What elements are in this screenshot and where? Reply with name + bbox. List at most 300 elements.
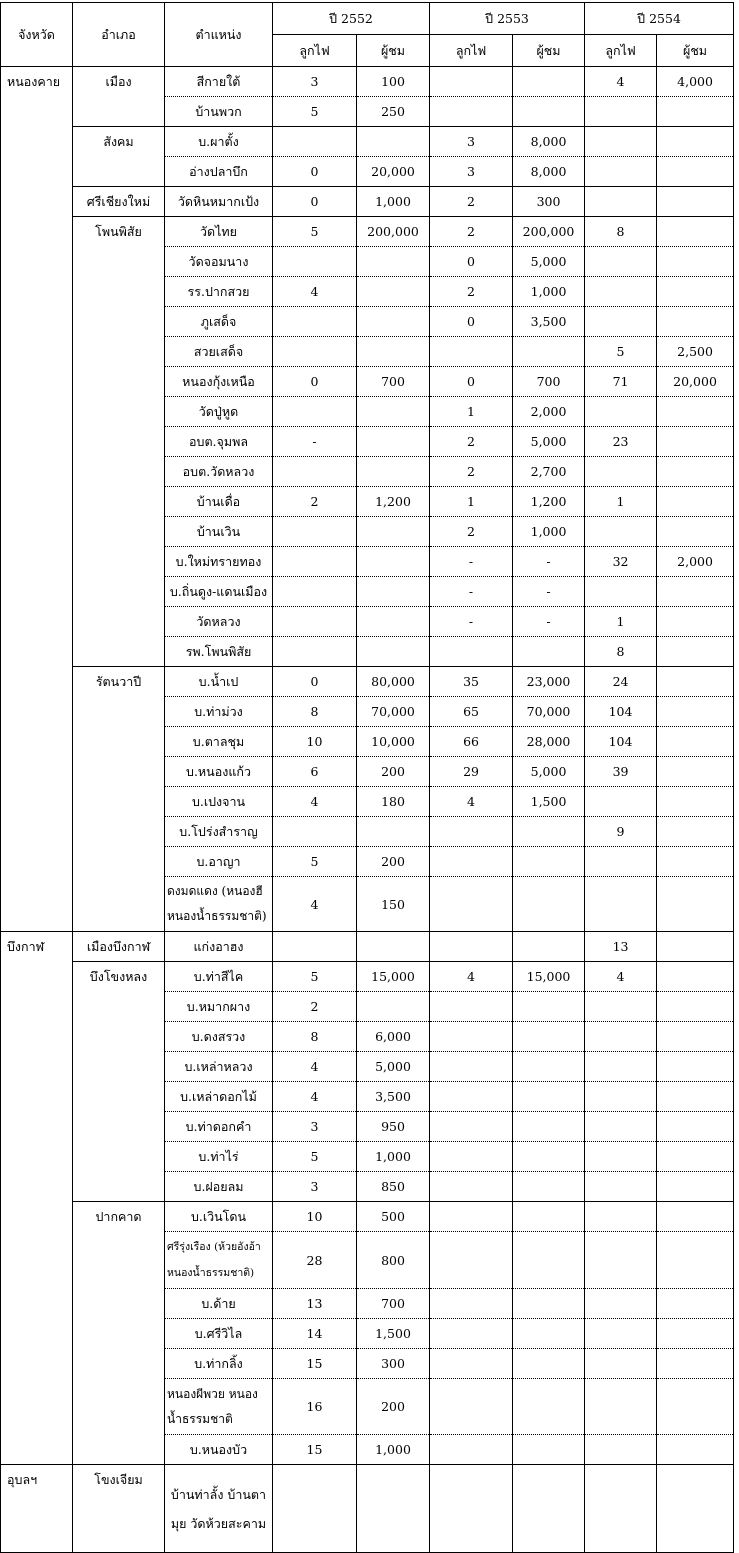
location-cell: บ.หนองแก้ว	[165, 757, 273, 787]
fireballs-2553-cell	[430, 932, 513, 962]
viewers-2553-cell	[513, 637, 585, 667]
fireballs-2554-cell	[585, 1082, 657, 1112]
viewers-2553-cell	[513, 337, 585, 367]
fireballs-2554-cell	[585, 1379, 657, 1435]
location-cell: บ.อาญา	[165, 847, 273, 877]
location-cell: วัดปู่หูด	[165, 397, 273, 427]
fireballs-2552-cell	[273, 457, 357, 487]
province-cell: อุบลฯ	[1, 1465, 73, 1553]
fireballs-2552-cell: -	[273, 427, 357, 457]
viewers-2553-cell: 5,000	[513, 757, 585, 787]
viewers-2553-cell	[513, 1172, 585, 1202]
fireballs-2552-cell: 4	[273, 877, 357, 932]
fireballs-2553-cell	[430, 1379, 513, 1435]
viewers-2552-cell: 200	[357, 847, 430, 877]
district-cell: โพนพิสัย	[73, 217, 165, 667]
fireballs-2554-cell	[585, 1349, 657, 1379]
viewers-2552-cell	[357, 517, 430, 547]
viewers-2553-cell: 1,000	[513, 517, 585, 547]
location-cell: บ.เหล่าดอกไม้	[165, 1082, 273, 1112]
viewers-2552-cell: 700	[357, 367, 430, 397]
viewers-2554-cell	[657, 1232, 734, 1289]
table-row	[1, 1465, 734, 1553]
fireballs-2553-cell	[430, 1142, 513, 1172]
fireballs-2553-cell	[430, 67, 513, 97]
viewers-2553-cell: 2,700	[513, 457, 585, 487]
fireballs-2553-cell	[430, 847, 513, 877]
fireballs-2552-cell	[273, 577, 357, 607]
fireballs-2554-cell	[585, 1172, 657, 1202]
viewers-2554-cell	[657, 1379, 734, 1435]
viewers-2552-cell: 100	[357, 67, 430, 97]
fireballs-2552-cell: 0	[273, 667, 357, 697]
header-province: จังหวัด	[1, 3, 73, 67]
location-cell: อบต.วัดหลวง	[165, 457, 273, 487]
viewers-2554-cell	[657, 1142, 734, 1172]
fireballs-2553-cell: 66	[430, 727, 513, 757]
location-cell: บ.ศรีวิไล	[165, 1319, 273, 1349]
fireballs-2554-cell: 4	[585, 962, 657, 992]
fireballs-2554-cell	[585, 847, 657, 877]
fireballs-2552-cell: 15	[273, 1435, 357, 1465]
viewers-2554-cell	[657, 637, 734, 667]
viewers-2552-cell: 80,000	[357, 667, 430, 697]
fireballs-2554-cell	[585, 127, 657, 157]
fireballs-2553-cell: 65	[430, 697, 513, 727]
viewers-2553-cell	[513, 1289, 585, 1319]
fireballs-2552-cell: 3	[273, 1112, 357, 1142]
fireballs-2553-cell	[430, 1202, 513, 1232]
fireballs-2554-cell: 32	[585, 547, 657, 577]
viewers-2554-cell	[657, 697, 734, 727]
location-cell: อบต.จุมพล	[165, 427, 273, 457]
province-cell: บึงกาฬ	[1, 932, 73, 1465]
fireballs-2553-cell	[430, 337, 513, 367]
viewers-2553-cell: 8,000	[513, 127, 585, 157]
viewers-2554-cell: 4,000	[657, 67, 734, 97]
fireballs-2552-cell	[273, 817, 357, 847]
fireballs-2553-cell	[430, 1112, 513, 1142]
fireballs-2552-cell	[273, 337, 357, 367]
fireballs-2553-cell: -	[430, 547, 513, 577]
viewers-2554-cell	[657, 1022, 734, 1052]
location-cell: บ.ท่าม่วง	[165, 697, 273, 727]
viewers-2553-cell	[513, 1232, 585, 1289]
fireballs-2554-cell	[585, 787, 657, 817]
table-row	[1, 962, 734, 992]
viewers-2553-cell	[513, 1082, 585, 1112]
location-cell: บ.หมากผาง	[165, 992, 273, 1022]
fireballs-2554-cell: 71	[585, 367, 657, 397]
viewers-2552-cell: 1,000	[357, 187, 430, 217]
location-cell: บ้านพวก	[165, 97, 273, 127]
viewers-2553-cell	[513, 1202, 585, 1232]
viewers-2554-cell	[657, 577, 734, 607]
fireballs-2552-cell	[273, 607, 357, 637]
location-cell: ศรีรุ่งเรือง (ห้วยอังอ้า หนองน้ำธรรมชาติ)	[165, 1232, 273, 1289]
viewers-2554-cell	[657, 1319, 734, 1349]
viewers-2553-cell	[513, 992, 585, 1022]
header-viewers: ผู้ชม	[657, 35, 734, 67]
viewers-2553-cell	[513, 1052, 585, 1082]
viewers-2552-cell: 150	[357, 877, 430, 932]
district-cell: สังคม	[73, 127, 165, 187]
fireballs-2554-cell: 24	[585, 667, 657, 697]
viewers-2552-cell: 200	[357, 757, 430, 787]
viewers-2553-cell	[513, 817, 585, 847]
viewers-2553-cell: 8,000	[513, 157, 585, 187]
viewers-2554-cell: 2,000	[657, 547, 734, 577]
fireballs-2554-cell	[585, 992, 657, 1022]
fireballs-2554-cell	[585, 247, 657, 277]
fireballs-2552-cell: 8	[273, 1022, 357, 1052]
viewers-2552-cell	[357, 547, 430, 577]
location-cell: บ.เวินโดน	[165, 1202, 273, 1232]
header-location: ตำแหน่ง	[165, 3, 273, 67]
viewers-2554-cell	[657, 1172, 734, 1202]
fireballs-2552-cell: 14	[273, 1319, 357, 1349]
fireballs-2554-cell: 23	[585, 427, 657, 457]
fireballs-2552-cell	[273, 517, 357, 547]
viewers-2554-cell	[657, 607, 734, 637]
viewers-2553-cell: -	[513, 607, 585, 637]
viewers-2552-cell: 5,000	[357, 1052, 430, 1082]
viewers-2552-cell	[357, 307, 430, 337]
viewers-2554-cell	[657, 187, 734, 217]
fireballs-2554-cell: 39	[585, 757, 657, 787]
fireballs-2554-cell	[585, 157, 657, 187]
viewers-2554-cell	[657, 1202, 734, 1232]
district-cell: บึงโขงหลง	[73, 962, 165, 1202]
fireballs-2553-cell: 2	[430, 187, 513, 217]
district-cell: รัตนวาปี	[73, 667, 165, 932]
header-viewers: ผู้ชม	[513, 35, 585, 67]
location-cell: ดงมดแดง (หนองฮี หนองน้ำธรรมชาติ)	[165, 877, 273, 932]
viewers-2553-cell	[513, 1349, 585, 1379]
header-fireballs: ลูกไฟ	[585, 35, 657, 67]
fireballs-2552-cell	[273, 547, 357, 577]
viewers-2552-cell	[357, 637, 430, 667]
location-cell: วัดหินหมากเป้ง	[165, 187, 273, 217]
location-cell: บ.ฝอยลม	[165, 1172, 273, 1202]
viewers-2553-cell	[513, 877, 585, 932]
fireballs-2552-cell: 8	[273, 697, 357, 727]
location-cell: บ.ท่ากลิ้ง	[165, 1349, 273, 1379]
viewers-2554-cell	[657, 127, 734, 157]
viewers-2552-cell: 500	[357, 1202, 430, 1232]
viewers-2553-cell	[513, 847, 585, 877]
fireballs-2553-cell: 2	[430, 457, 513, 487]
fireballs-2553-cell: 4	[430, 787, 513, 817]
viewers-2554-cell	[657, 517, 734, 547]
fireballs-2554-cell: 5	[585, 337, 657, 367]
fireballs-2553-cell: 4	[430, 962, 513, 992]
viewers-2552-cell: 800	[357, 1232, 430, 1289]
fireballs-2554-cell	[585, 1112, 657, 1142]
fireballs-2553-cell	[430, 1052, 513, 1082]
header-year-2553: ปี 2553	[430, 3, 585, 35]
viewers-2552-cell: 1,000	[357, 1142, 430, 1172]
viewers-2553-cell: 15,000	[513, 962, 585, 992]
table-row	[1, 932, 734, 962]
viewers-2553-cell	[513, 1142, 585, 1172]
fireballs-2553-cell	[430, 1022, 513, 1052]
fireballs-2554-cell: 104	[585, 727, 657, 757]
location-cell: บ.เปงจาน	[165, 787, 273, 817]
location-cell: หนองผีพวย หนองน้ำธรรมชาติ	[165, 1379, 273, 1435]
fireballs-2553-cell	[430, 1172, 513, 1202]
fireballs-2554-cell	[585, 97, 657, 127]
viewers-2554-cell	[657, 1349, 734, 1379]
location-cell: รพ.โพนพิสัย	[165, 637, 273, 667]
province-cell: หนองคาย	[1, 67, 73, 932]
fireballs-2552-cell	[273, 127, 357, 157]
fireballs-2554-cell	[585, 307, 657, 337]
viewers-2554-cell	[657, 247, 734, 277]
viewers-2552-cell: 250	[357, 97, 430, 127]
district-cell: เมือง	[73, 67, 165, 127]
fireballs-2553-cell: 35	[430, 667, 513, 697]
viewers-2554-cell	[657, 1112, 734, 1142]
viewers-2554-cell	[657, 992, 734, 1022]
viewers-2552-cell: 850	[357, 1172, 430, 1202]
viewers-2553-cell: 700	[513, 367, 585, 397]
fireballs-2553-cell	[430, 1465, 513, 1553]
header-year-2552: ปี 2552	[273, 3, 430, 35]
fireballs-2553-cell: 2	[430, 517, 513, 547]
fireballs-2554-cell	[585, 1052, 657, 1082]
fireballs-2552-cell: 6	[273, 757, 357, 787]
fireballs-2552-cell: 3	[273, 67, 357, 97]
fireballs-2552-cell	[273, 637, 357, 667]
table-row	[1, 1202, 734, 1232]
viewers-2552-cell	[357, 247, 430, 277]
fireballs-2554-cell	[585, 517, 657, 547]
viewers-2552-cell	[357, 817, 430, 847]
viewers-2553-cell	[513, 1465, 585, 1553]
viewers-2553-cell: -	[513, 577, 585, 607]
header-year-2554: ปี 2554	[585, 3, 734, 35]
table-row	[1, 217, 734, 247]
fireballs-2554-cell	[585, 1319, 657, 1349]
fireballs-2552-cell: 5	[273, 847, 357, 877]
header-district: อำเภอ	[73, 3, 165, 67]
fireballs-2552-cell	[273, 247, 357, 277]
table-row	[1, 67, 734, 97]
viewers-2554-cell	[657, 307, 734, 337]
fireballs-2554-cell: 13	[585, 932, 657, 962]
fireballs-2554-cell: 8	[585, 637, 657, 667]
fireballs-2552-cell: 10	[273, 1202, 357, 1232]
viewers-2554-cell	[657, 1082, 734, 1112]
viewers-2553-cell	[513, 1319, 585, 1349]
location-cell: วัดไทย	[165, 217, 273, 247]
viewers-2554-cell	[657, 1465, 734, 1553]
district-cell: เมืองบึงกาฬ	[73, 932, 165, 962]
location-cell: บ.เหล่าหลวง	[165, 1052, 273, 1082]
fireballs-2553-cell: -	[430, 577, 513, 607]
viewers-2554-cell	[657, 1052, 734, 1082]
viewers-2554-cell	[657, 1289, 734, 1319]
fireballs-2552-cell: 5	[273, 217, 357, 247]
header-viewers: ผู้ชม	[357, 35, 430, 67]
location-cell: บ.ผาตั้ง	[165, 127, 273, 157]
location-cell: บ.ด้าย	[165, 1289, 273, 1319]
fireballs-2554-cell	[585, 1142, 657, 1172]
viewers-2552-cell	[357, 992, 430, 1022]
fireballs-2553-cell	[430, 1435, 513, 1465]
viewers-2552-cell	[357, 607, 430, 637]
viewers-2554-cell	[657, 962, 734, 992]
district-cell: ปากคาด	[73, 1202, 165, 1465]
fireballs-2553-cell: 2	[430, 217, 513, 247]
fireballs-2552-cell	[273, 1465, 357, 1553]
fireballs-2552-cell: 5	[273, 97, 357, 127]
viewers-2554-cell	[657, 217, 734, 247]
fireballs-2552-cell: 15	[273, 1349, 357, 1379]
fireballs-2553-cell	[430, 877, 513, 932]
viewers-2554-cell	[657, 817, 734, 847]
location-cell: บ.ท่าไร่	[165, 1142, 273, 1172]
fireballs-2553-cell	[430, 1349, 513, 1379]
fireballs-2553-cell	[430, 1319, 513, 1349]
fireballs-2553-cell	[430, 637, 513, 667]
viewers-2554-cell	[657, 427, 734, 457]
fireballs-2552-cell: 16	[273, 1379, 357, 1435]
fireballs-2552-cell	[273, 932, 357, 962]
location-cell: บ.ตาลชุม	[165, 727, 273, 757]
viewers-2552-cell: 1,500	[357, 1319, 430, 1349]
viewers-2554-cell	[657, 157, 734, 187]
table-row	[1, 667, 734, 697]
fireballs-2553-cell: 2	[430, 277, 513, 307]
location-cell: ภูเสด็จ	[165, 307, 273, 337]
viewers-2554-cell	[657, 932, 734, 962]
fireballs-2552-cell: 4	[273, 277, 357, 307]
location-cell: วัดหลวง	[165, 607, 273, 637]
viewers-2552-cell	[357, 577, 430, 607]
fireballs-2552-cell: 0	[273, 367, 357, 397]
fireballs-2553-cell	[430, 992, 513, 1022]
fireballs-2552-cell: 0	[273, 157, 357, 187]
viewers-2553-cell: 1,200	[513, 487, 585, 517]
location-cell: สวยเสด็จ	[165, 337, 273, 367]
location-cell: วัดจอมนาง	[165, 247, 273, 277]
district-cell: โขงเจียม	[73, 1465, 165, 1553]
fireballs-2554-cell	[585, 1465, 657, 1553]
location-cell: แก่งอาฮง	[165, 932, 273, 962]
fireball-viewing-table	[0, 2, 734, 1553]
viewers-2552-cell: 950	[357, 1112, 430, 1142]
location-cell: รร.ปากสวย	[165, 277, 273, 307]
viewers-2552-cell	[357, 397, 430, 427]
viewers-2552-cell	[357, 337, 430, 367]
viewers-2552-cell	[357, 1465, 430, 1553]
fireballs-2554-cell: 104	[585, 697, 657, 727]
fireballs-2553-cell	[430, 97, 513, 127]
viewers-2554-cell	[657, 1435, 734, 1465]
fireballs-2552-cell: 13	[273, 1289, 357, 1319]
viewers-2553-cell: 200,000	[513, 217, 585, 247]
viewers-2554-cell	[657, 397, 734, 427]
location-cell: บ.หนองบัว	[165, 1435, 273, 1465]
viewers-2552-cell: 180	[357, 787, 430, 817]
viewers-2553-cell	[513, 67, 585, 97]
viewers-2552-cell: 1,000	[357, 1435, 430, 1465]
fireballs-2552-cell: 4	[273, 787, 357, 817]
district-cell: ศรีเชียงใหม่	[73, 187, 165, 217]
fireballs-2554-cell: 8	[585, 217, 657, 247]
viewers-2554-cell	[657, 757, 734, 787]
fireballs-2553-cell	[430, 817, 513, 847]
viewers-2552-cell: 6,000	[357, 1022, 430, 1052]
location-cell: บ.ใหม่ทรายทอง	[165, 547, 273, 577]
fireballs-2554-cell	[585, 187, 657, 217]
viewers-2554-cell	[657, 97, 734, 127]
location-cell: สีกายใต้	[165, 67, 273, 97]
fireballs-2552-cell: 4	[273, 1082, 357, 1112]
fireballs-2554-cell	[585, 277, 657, 307]
viewers-2553-cell: 70,000	[513, 697, 585, 727]
viewers-2553-cell	[513, 932, 585, 962]
viewers-2554-cell: 20,000	[657, 367, 734, 397]
viewers-2553-cell: 2,000	[513, 397, 585, 427]
table-row	[1, 127, 734, 157]
viewers-2553-cell: 1,000	[513, 277, 585, 307]
location-cell: บ.โปร่งสำราญ	[165, 817, 273, 847]
viewers-2554-cell	[657, 667, 734, 697]
viewers-2553-cell: -	[513, 547, 585, 577]
fireballs-2553-cell: 0	[430, 307, 513, 337]
table-row	[1, 187, 734, 217]
fireballs-2553-cell: 3	[430, 127, 513, 157]
viewers-2552-cell	[357, 127, 430, 157]
fireballs-2554-cell: 1	[585, 487, 657, 517]
fireballs-2554-cell	[585, 877, 657, 932]
fireballs-2554-cell	[585, 457, 657, 487]
viewers-2553-cell: 3,500	[513, 307, 585, 337]
fireballs-2553-cell: 1	[430, 397, 513, 427]
viewers-2552-cell: 10,000	[357, 727, 430, 757]
viewers-2554-cell	[657, 487, 734, 517]
viewers-2552-cell: 700	[357, 1289, 430, 1319]
viewers-2553-cell	[513, 1379, 585, 1435]
location-cell: บ.ถิ่นดูง-แดนเมือง	[165, 577, 273, 607]
fireballs-2554-cell	[585, 397, 657, 427]
viewers-2552-cell: 70,000	[357, 697, 430, 727]
viewers-2554-cell	[657, 787, 734, 817]
location-cell: บ้านเดื่อ	[165, 487, 273, 517]
fireballs-2553-cell: 3	[430, 157, 513, 187]
fireballs-2553-cell: 0	[430, 247, 513, 277]
fireballs-2552-cell: 2	[273, 992, 357, 1022]
location-cell: หนองกุ้งเหนือ	[165, 367, 273, 397]
viewers-2552-cell: 300	[357, 1349, 430, 1379]
fireballs-2552-cell: 5	[273, 1142, 357, 1172]
viewers-2552-cell: 15,000	[357, 962, 430, 992]
location-cell: บ.น้ำเป	[165, 667, 273, 697]
viewers-2552-cell: 200	[357, 1379, 430, 1435]
fireballs-2553-cell: 2	[430, 427, 513, 457]
viewers-2554-cell	[657, 727, 734, 757]
viewers-2553-cell	[513, 1112, 585, 1142]
viewers-2552-cell	[357, 457, 430, 487]
fireballs-2554-cell: 1	[585, 607, 657, 637]
viewers-2552-cell: 3,500	[357, 1082, 430, 1112]
header-fireballs: ลูกไฟ	[273, 35, 357, 67]
fireballs-2554-cell	[585, 577, 657, 607]
fireballs-2553-cell	[430, 1232, 513, 1289]
